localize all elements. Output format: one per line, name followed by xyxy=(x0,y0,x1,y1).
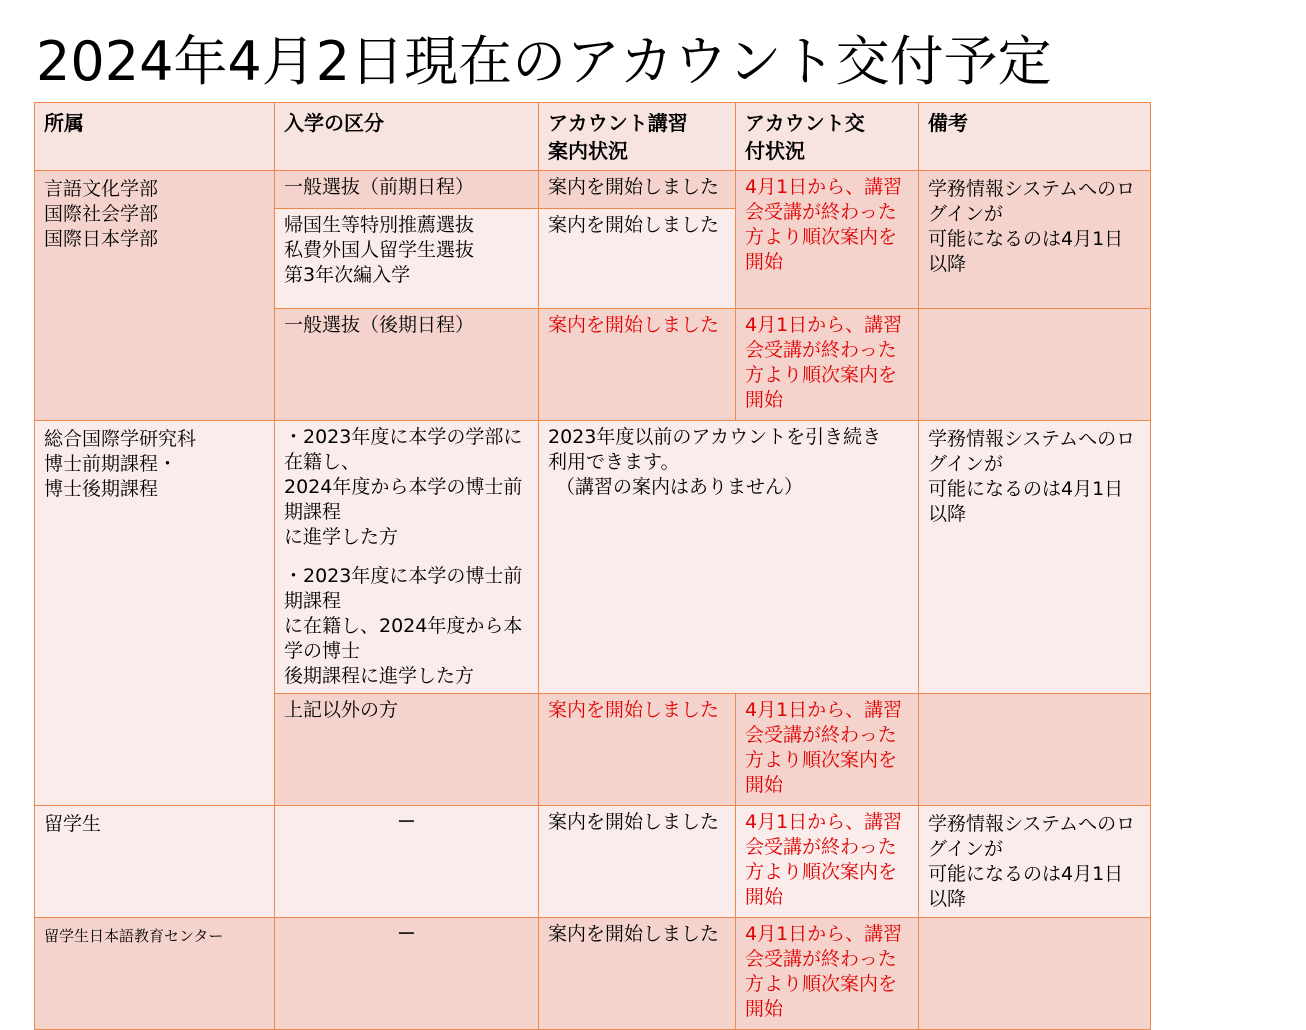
admission-continuing: ・2023年度に本学の学部に在籍し、 2024年度から本学の博士前期課程 に進学した方 ・2023年度に本学の博士前期課程 に在籍し、2024年度から本学の博士 後期課程に進学した方 xyxy=(275,421,539,694)
table-row xyxy=(35,806,1151,918)
issue-status-cell: 4月1日から、講習 会受講が終わった 方より順次案内を 開始 xyxy=(736,171,919,309)
header-issue-status: アカウント交 付状況 xyxy=(736,103,919,171)
guide-status-cell: 案内を開始しました xyxy=(539,694,736,806)
remarks-cell xyxy=(919,309,1151,421)
page-title: 2024年4月2日現在のアカウント交付予定 xyxy=(36,30,1052,93)
admission-special: 帰国生等特別推薦選抜 私費外国人留学生選抜 第3年次編入学 xyxy=(275,209,539,309)
issue-status-cell: 4月1日から、講習 会受講が終わった 方より順次案内を 開始 xyxy=(736,806,919,918)
issue-status-cell: 4月1日から、講習 会受講が終わった 方より順次案内を 開始 xyxy=(736,918,919,1030)
faculty-graduate-cell: 総合国際学研究科 博士前期課程・ 博士後期課程 xyxy=(35,421,275,806)
continue-use-cell: 2023年度以前のアカウントを引き続き 利用できます。 （講習の案内はありません） xyxy=(539,421,919,694)
header-guide-status: アカウント講習 案内状況 xyxy=(539,103,736,171)
issue-status-cell: 4月1日から、講習 会受講が終わった 方より順次案内を 開始 xyxy=(736,309,919,421)
admission-general-later: 一般選抜（後期日程） xyxy=(275,309,539,421)
table-header-row xyxy=(35,103,1151,171)
header-admission: 入学の区分 xyxy=(275,103,539,171)
faculty-intl-students-cell: 留学生 xyxy=(35,806,275,918)
guide-status-cell: 案内を開始しました xyxy=(539,209,736,309)
admission-dash: － xyxy=(275,918,539,1030)
guide-status-cell: 案内を開始しました xyxy=(539,309,736,421)
remarks-cell: 学務情報システムへのログインが 可能になるのは4月1日以降 xyxy=(919,806,1151,918)
issue-status-cell: 4月1日から、講習 会受講が終わった 方より順次案内を 開始 xyxy=(736,694,919,806)
account-schedule-table xyxy=(34,102,1151,1030)
header-remarks: 備考 xyxy=(919,103,1151,171)
remarks-cell: 学務情報システムへのログインが 可能になるのは4月1日以降 xyxy=(919,171,1151,309)
header-affiliation: 所属 xyxy=(35,103,275,171)
faculty-undergrad-cell: 言語文化学部 国際社会学部 国際日本学部 xyxy=(35,171,275,421)
remarks-cell xyxy=(919,918,1151,1030)
table-row xyxy=(35,421,1151,694)
guide-status-cell: 案内を開始しました xyxy=(539,171,736,209)
guide-status-cell: 案内を開始しました xyxy=(539,806,736,918)
table-row xyxy=(35,171,1151,209)
faculty-language-center-cell: 留学生日本語教育センター xyxy=(35,918,275,1030)
admission-others: 上記以外の方 xyxy=(275,694,539,806)
guide-status-cell: 案内を開始しました xyxy=(539,918,736,1030)
table-row xyxy=(35,918,1151,1030)
remarks-cell xyxy=(919,694,1151,806)
remarks-cell: 学務情報システムへのログインが 可能になるのは4月1日以降 xyxy=(919,421,1151,694)
admission-general-first: 一般選抜（前期日程） xyxy=(275,171,539,209)
admission-dash: － xyxy=(275,806,539,918)
